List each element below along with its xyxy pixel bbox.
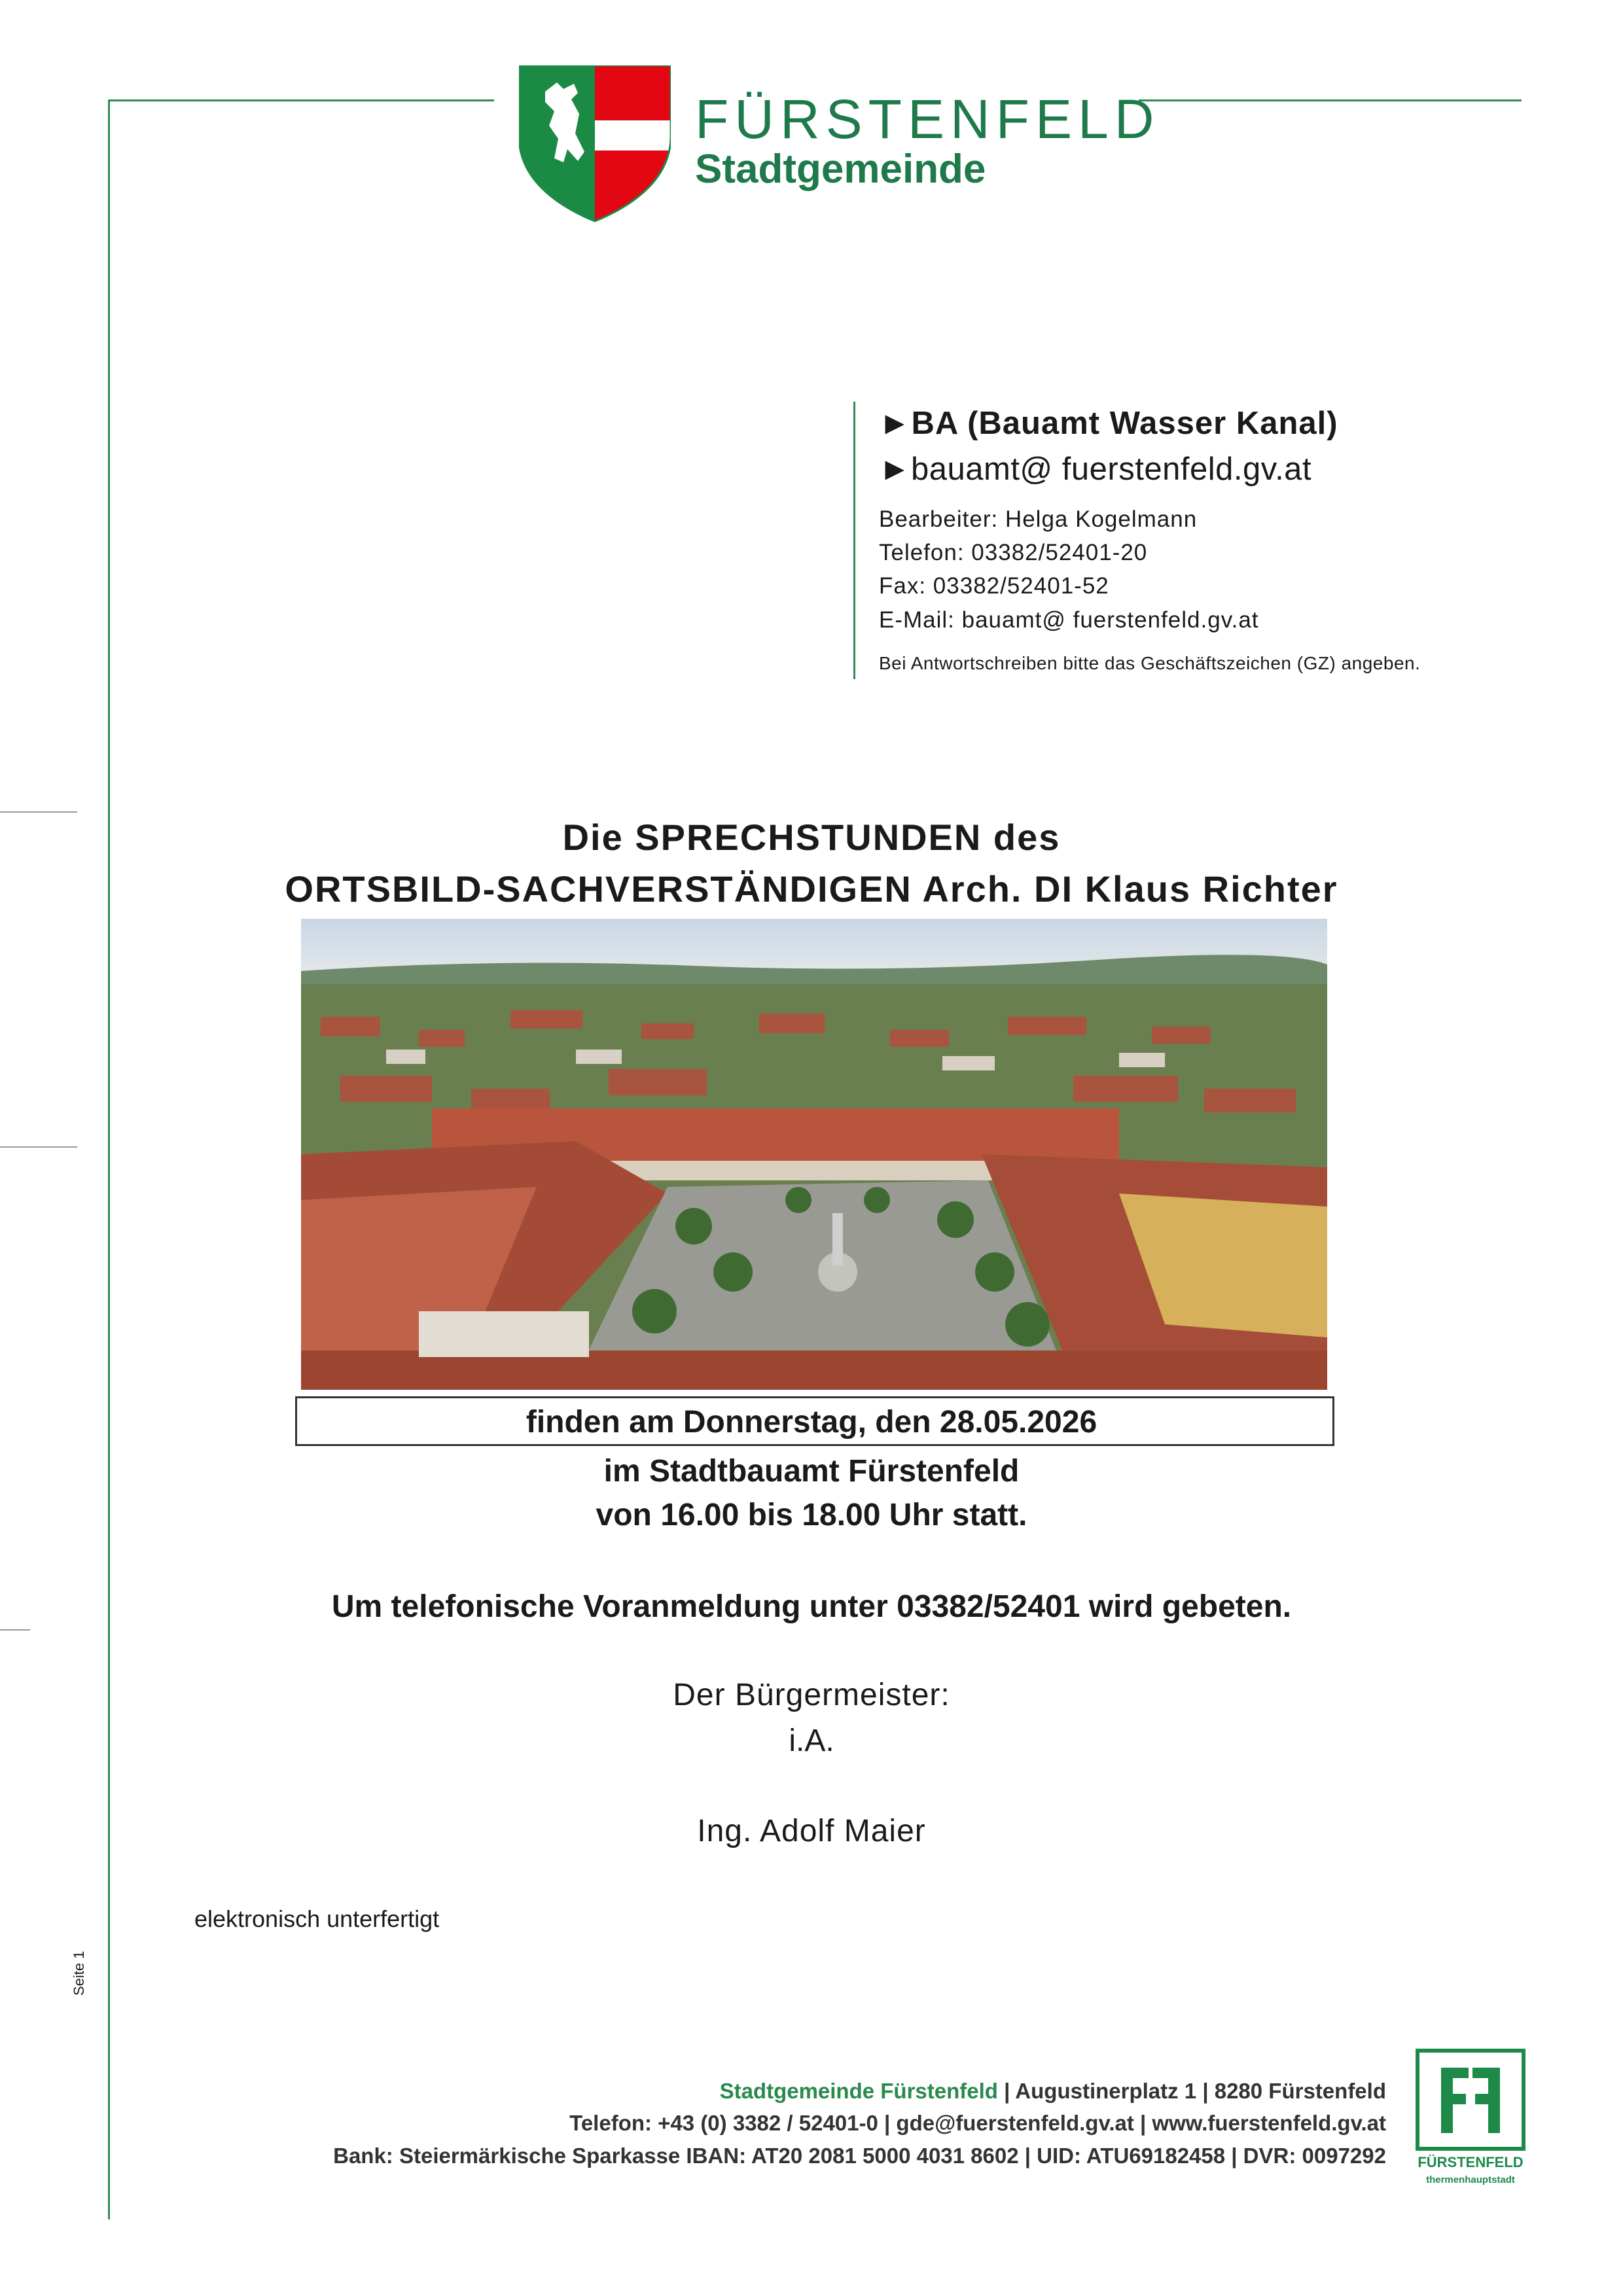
event-time: von 16.00 bis 18.00 Uhr statt. [596, 1498, 1027, 1532]
registration-request: Um telefonische Voranmeldung unter 03382/52401 wird gebeten. [331, 1589, 1292, 1624]
contact-divider [853, 402, 855, 679]
footer-address-line [720, 2080, 1386, 2102]
page-number: Seite 1 [71, 1951, 87, 1996]
coat-of-arms-logo [519, 65, 671, 222]
clerk-email[interactable]: E-Mail: bauamt@ fuerstenfeld.gv.at [879, 607, 1259, 633]
footer-address: | Augustinerplatz 1 | 8280 Fürstenfeld [997, 2079, 1386, 2103]
clerk-name: Bearbeiter: Helga Kogelmann [879, 506, 1198, 532]
brand-name: FÜRSTENFELD [695, 88, 1160, 150]
clerk-fax: Fax: 03382/52401-52 [879, 573, 1109, 599]
reference-note: Bei Antwortschreiben bitte das Geschäftszeichen (GZ) angeben. [879, 653, 1421, 673]
frame-top-left-line [108, 99, 494, 101]
department-email[interactable]: ►bauamt@ fuerstenfeld.gv.at [879, 451, 1312, 487]
punch-mark [0, 1629, 30, 1631]
clerk-phone: Telefon: 03382/52401-20 [879, 540, 1148, 565]
frame-top-right-line [1139, 99, 1522, 101]
ff-logo-name: FÜRSTENFELD [1418, 2154, 1524, 2170]
notice-title-line1: Die SPRECHSTUNDEN des [562, 817, 1061, 858]
fuerstenfeld-ff-logo [1415, 2048, 1526, 2192]
on-behalf-label: i.A. [789, 1723, 834, 1758]
notice-title-line2: ORTSBILD-SACHVERSTÄNDIGEN Arch. DI Klaus Richter [285, 868, 1338, 910]
footer-contact-line: Telefon: +43 (0) 3382 / 52401-0 | gde@fuerstenfeld.gv.at | www.fuerstenfeld.gv.at [569, 2111, 1386, 2135]
footer-bank-line: Bank: Steiermärkische Sparkasse IBAN: AT20 2081 5000 4031 8602 | UID: ATU69182458 | DVR: 0097292 [333, 2144, 1386, 2168]
fold-mark [0, 1146, 77, 1148]
event-location: im Stadtbauamt Fürstenfeld [603, 1454, 1020, 1489]
ff-logo-sub: thermenhauptstadt [1426, 2174, 1515, 2185]
signer-name: Ing. Adolf Maier [697, 1814, 926, 1848]
frame-left-line [108, 99, 110, 2219]
town-aerial-photo [301, 919, 1327, 1390]
footer-org: Stadtgemeinde Fürstenfeld [719, 2079, 998, 2103]
department: ►BA (Bauamt Wasser Kanal) [879, 406, 1338, 441]
event-date: finden am Donnerstag, den 28.05.2026 [526, 1405, 1097, 1439]
mayor-label: Der Bürgermeister: [673, 1678, 950, 1712]
fold-mark [0, 811, 77, 813]
brand-subtitle: Stadtgemeinde [695, 147, 986, 192]
signature-note: elektronisch unterfertigt [194, 1905, 440, 1932]
